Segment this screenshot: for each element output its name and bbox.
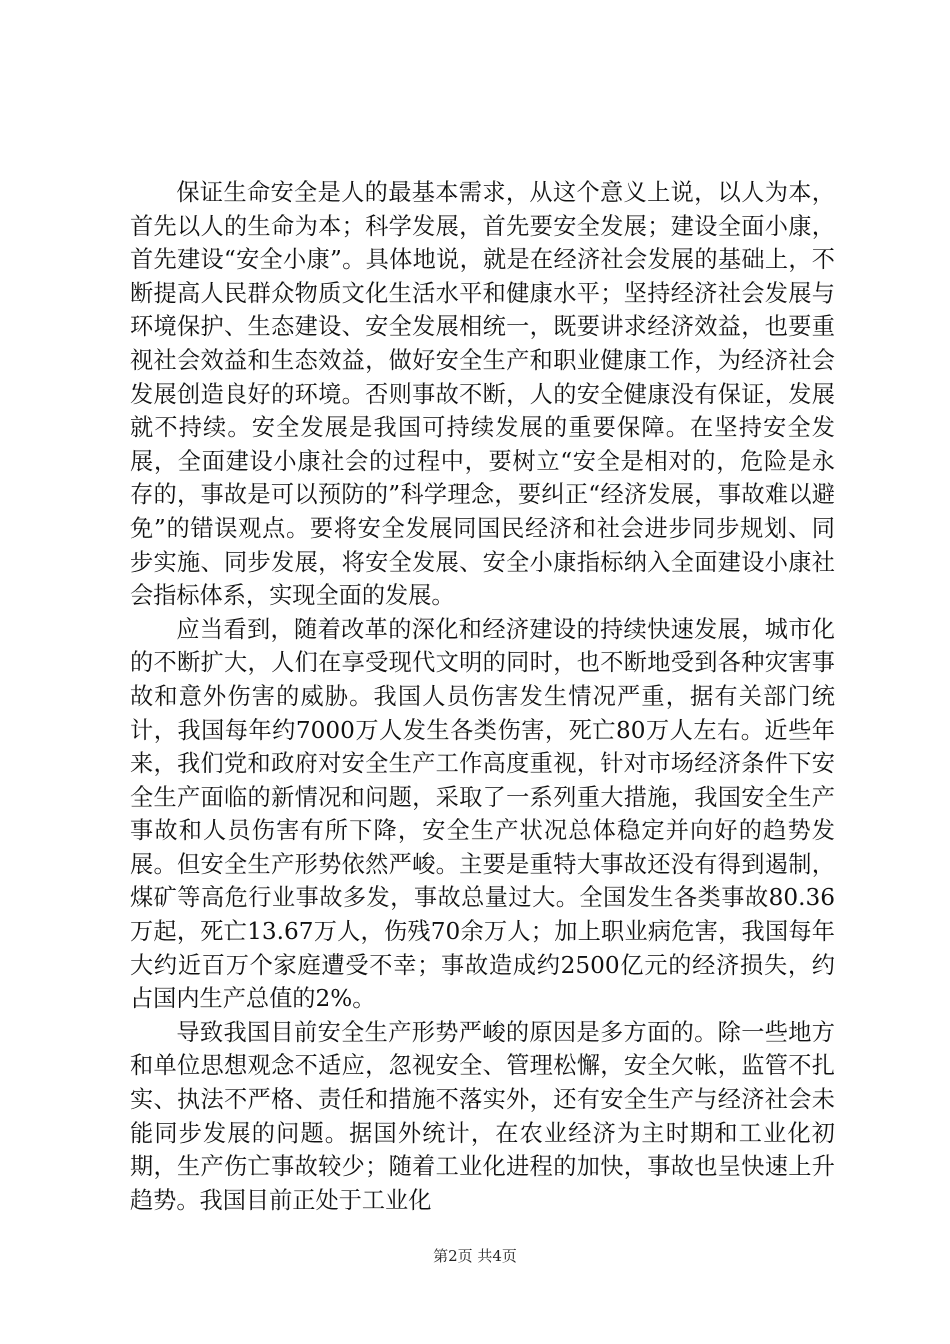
paragraph-1: 保证生命安全是人的最基本需求，从这个意义上说，以人为本，首先以人的生命为本；科学发展，首先要安全发展；建设全面小康，首先建设“安全小康”。具体地说，就是在经济社会发展的基础上，不断提高人民群众物质文化生活水平和健康水平；坚持经济社会发展与环境保护、生态建设、安全发展相统一，既要讲求经济效益，也要重视社会效益和生态效益，做好安全生产和职业健康工作，为经济社会发展创造良好的环境。否则事故不断，人的安全健康没有保证，发展就不持续。安全发展是我国可持续发展的重要保障。在坚持安全发展，全面建设小康社会的过程中，要树立“安全是相对的，危险是永存的，事故是可以预防的”科学理念，要纠正“经济发展，事故难以避免”的错误观点。要将安全发展同国民经济和社会进步同步规划、同步实施、同步发展，将安全发展、安全小康指标纳入全面建设小康社会指标体系，实现全面的发展。	[130, 179, 835, 610]
paragraph-2: 应当看到，随着改革的深化和经济建设的持续快速发展，城市化的不断扩大，人们在享受现代文明的同时，也不断地受到各种灾害事故和意外伤害的威胁。我国人员伤害发生情况严重，据有关部门统计，我国每年约7000万人发生各类伤害，死亡80万人左右。近些年来，我们党和政府对安全生产工作高度重视，针对市场经济条件下安全生产面临的新情况和问题，采取了一系列重大措施，我国安全生产事故和人员伤害有所下降，安全生产状况总体稳定并向好的趋势发展。但安全生产形势依然严峻。主要是重特大事故还没有得到遏制，煤矿等高危行业事故多发，事故总量过大。全国发生各类事故80.36万起，死亡13.67万人，伤残70余万人；加上职业病危害，我国每年大约近百万个家庭遭受不幸；事故造成约2500亿元的经济损失，约占国内生产总值的2%。	[130, 615, 835, 1013]
paragraph-3: 导致我国目前安全生产形势严峻的原因是多方面的。除一些地方和单位思想观念不适应，忽视安全、管理松懈，安全欠帐，监管不扎实、执法不严格、责任和措施不落实外，还有安全生产与经济社会未能同步发展的问题。据国外统计，在农业经济为主时期和工业化初期，生产伤亡事故较少；随着工业化进程的加快，事故也呈快速上升趋势。我国目前正处于工业化	[130, 1018, 835, 1214]
body-text	[130, 176, 835, 1217]
page-number-footer: 第2页 共4页	[433, 1247, 517, 1265]
